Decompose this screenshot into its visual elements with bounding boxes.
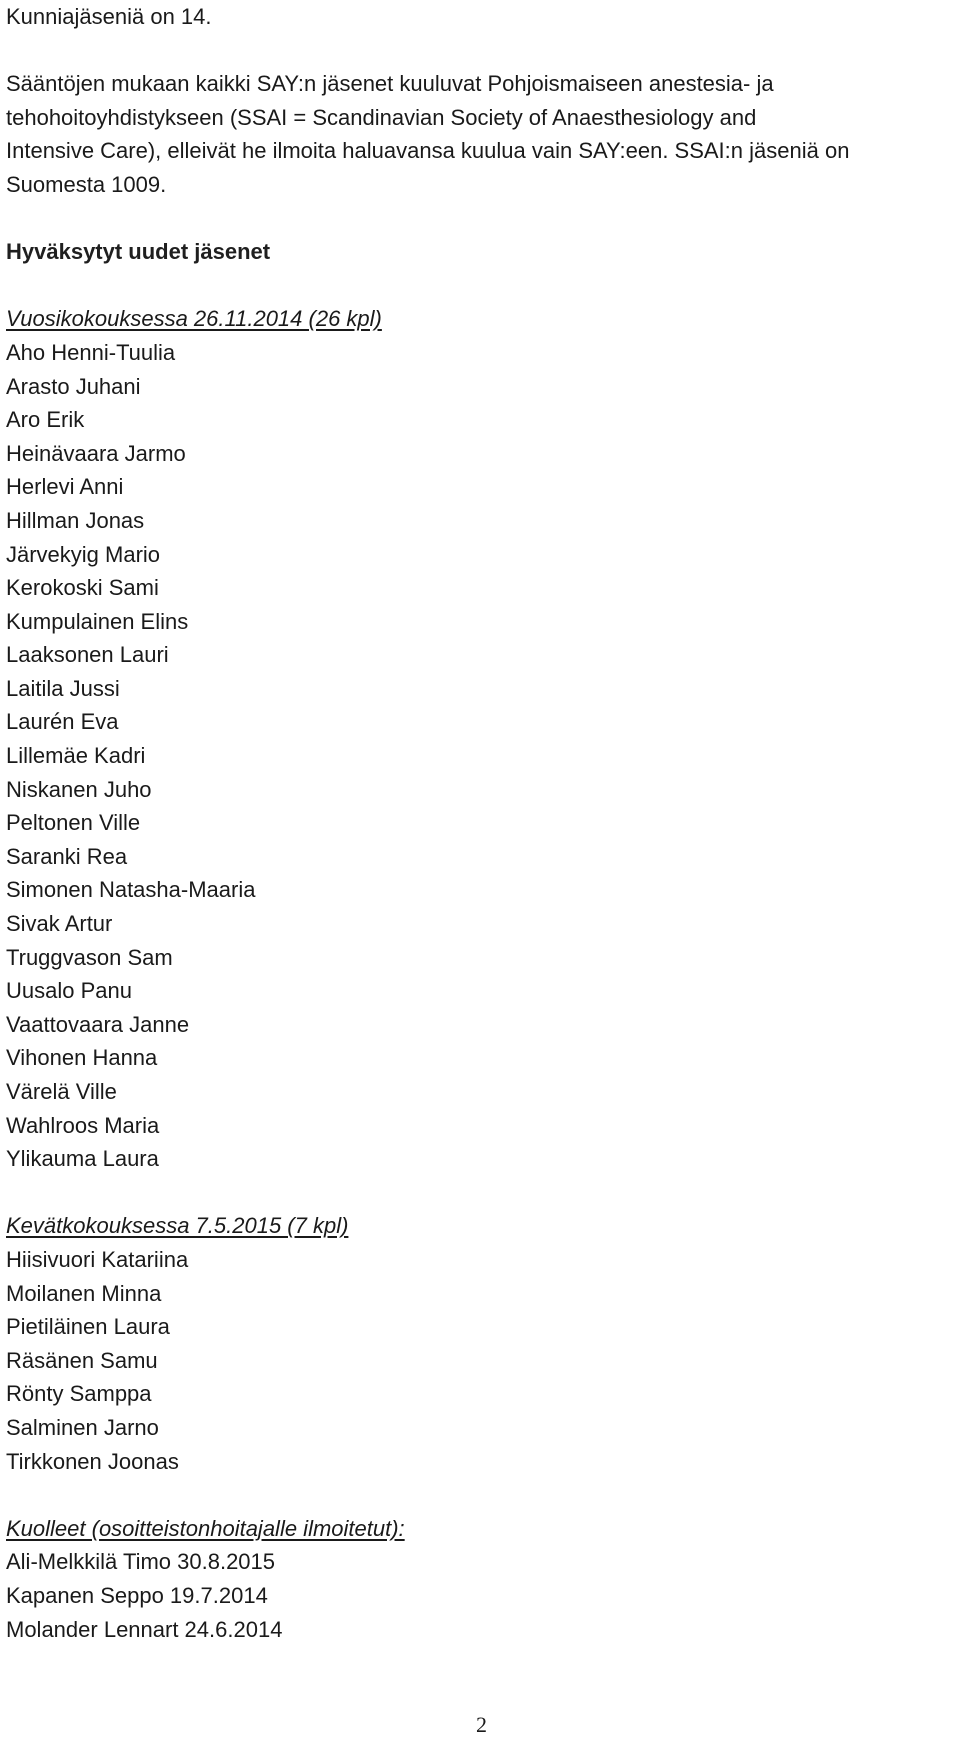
list-item: Ali-Melkkilä Timo 30.8.2015 (6, 1549, 276, 1575)
list-item: Salminen Jarno (6, 1414, 159, 1440)
list-item: Värelä Ville (6, 1079, 117, 1104)
list-item: Heinävaara Jarmo (6, 440, 186, 466)
list-item: Moilanen Minna (6, 1280, 162, 1306)
list-item: Kapanen Seppo 19.7.2014 (6, 1582, 268, 1608)
spacer (6, 1478, 946, 1512)
list-item: Niskanen Juho (6, 776, 152, 802)
list-item: Peltonen Ville (6, 810, 141, 836)
list-item: Rönty Samppa (6, 1381, 152, 1407)
list-item: Pietiläinen Laura (6, 1314, 170, 1340)
honorary-members-line: Kunniajäseniä on 14. (6, 4, 212, 29)
list-item: Molander Lennart 24.6.2014 (6, 1616, 283, 1642)
list-item: Hiisivuori Katariina (6, 1246, 189, 1272)
section-spring-meeting (6, 1209, 946, 1478)
list-item: Räsänen Samu (6, 1347, 158, 1373)
list-item: Tirkkonen Joonas (6, 1448, 179, 1474)
spacer (6, 34, 946, 68)
list-item: Simonen Natasha-Maaria (6, 877, 256, 903)
list-item: Lillemäe Kadri (6, 743, 146, 769)
list-item: Aro Erik (6, 407, 85, 433)
new-members-heading: Hyväksytyt uudet jäsenet (6, 239, 271, 265)
list-item: Aho Henni-Tuulia (6, 339, 176, 365)
list-item: Arasto Juhani (6, 373, 141, 399)
list-item: Truggvason Sam (6, 944, 173, 970)
section-annual-meeting (6, 302, 946, 1175)
intro-paragraph (6, 67, 946, 201)
list-item: Herlevi Anni (6, 474, 124, 500)
list-item: Sivak Artur (6, 911, 113, 937)
list-item: Vihonen Hanna (6, 1045, 158, 1071)
list-item: Laurén Eva (6, 709, 119, 735)
list-item: Wahlroos Maria (6, 1112, 160, 1138)
list-item: Kerokoski Sami (6, 575, 159, 601)
page-number: 2 (476, 1712, 487, 1737)
section-title: Kuolleet (osoitteistonhoitajalle ilmoitetut): (6, 1515, 405, 1541)
list-item: Saranki Rea (6, 843, 128, 869)
list-item: Hillman Jonas (6, 507, 145, 533)
member-list (6, 1243, 946, 1478)
list-item: Ylikauma Laura (6, 1146, 159, 1172)
list-item: Kumpulainen Elins (6, 608, 189, 634)
section-title: Kevätkokouksessa 7.5.2015 (7 kpl) (6, 1213, 349, 1239)
spacer (6, 269, 946, 303)
deceased-list (6, 1545, 946, 1646)
member-list (6, 336, 946, 1176)
document-page (6, 0, 946, 1646)
paragraph-line: Sääntöjen mukaan kaikki SAY:n jäsenet kuuluvat Pohjoismaiseen anestesia- ja (6, 71, 774, 97)
section-deceased (6, 1512, 946, 1646)
list-item: Laaksonen Lauri (6, 642, 169, 668)
section-title: Vuosikokouksessa 26.11.2014 (26 kpl) (6, 306, 382, 332)
list-item: Vaattovaara Janne (6, 1011, 190, 1037)
list-item: Laitila Jussi (6, 675, 120, 701)
paragraph-line: Intensive Care), elleivät he ilmoita haluavansa kuulua vain SAY:een. SSAI:n jäseniä on (6, 138, 850, 164)
paragraph-line: tehohoitoyhdistykseen (SSAI = Scandinavian Society of Anaesthesiology and (6, 104, 757, 130)
list-item: Uusalo Panu (6, 978, 132, 1004)
list-item: Järvekyig Mario (6, 541, 161, 567)
paragraph-line: Suomesta 1009. (6, 171, 167, 197)
spacer (6, 1176, 946, 1210)
spacer (6, 202, 946, 236)
